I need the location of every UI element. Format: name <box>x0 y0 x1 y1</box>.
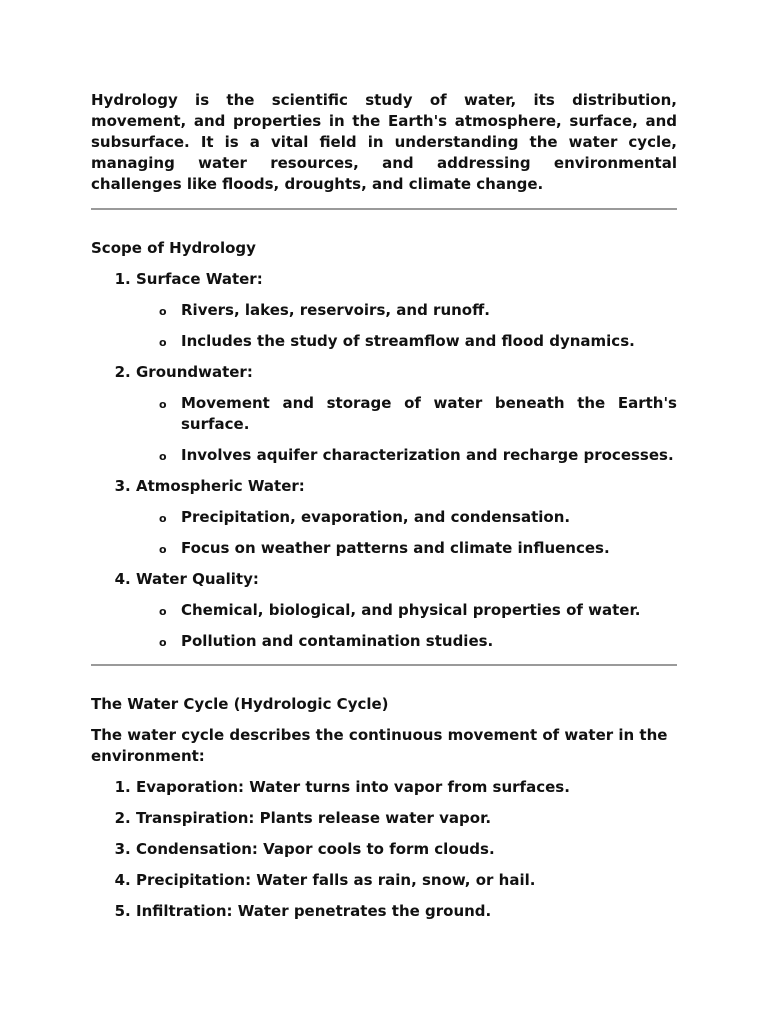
list-number <box>91 476 136 497</box>
scope-heading: Scope of Hydrology <box>91 239 256 257</box>
list-item <box>91 393 677 435</box>
scope-item-label: Water Quality: <box>136 570 259 588</box>
list-item <box>91 600 677 621</box>
list-item <box>91 808 677 829</box>
bullet-icon <box>91 538 181 559</box>
scope-item-label: Atmospheric Water: <box>136 477 305 495</box>
list-number <box>91 569 136 590</box>
scope-item-groundwater <box>91 362 677 466</box>
list-number-text: 3. <box>114 840 131 858</box>
list-item <box>91 839 677 860</box>
list-item-text: Rivers, lakes, reservoirs, and runoff. <box>181 301 490 319</box>
scope-item-surface-water <box>91 269 677 352</box>
scope-item-label: Surface Water: <box>136 270 263 288</box>
list-item-text: Precipitation, evaporation, and condensation. <box>181 508 571 526</box>
list-item-text: Includes the study of streamflow and flood dynamics. <box>181 332 635 350</box>
bullet-icon <box>91 331 181 352</box>
scope-item-water-quality <box>91 569 677 652</box>
bullet-glyph: o <box>159 336 167 349</box>
bullet-icon <box>91 445 181 466</box>
list-item <box>91 300 677 321</box>
list-number-text: 3. <box>114 477 131 495</box>
sub-list <box>91 507 677 559</box>
list-number <box>91 870 136 891</box>
bullet-glyph: o <box>159 305 167 318</box>
list-number <box>91 808 136 829</box>
bullet-icon <box>91 631 181 652</box>
list-item-text: Evaporation: Water turns into vapor from surfaces. <box>136 778 570 796</box>
bullet-glyph: o <box>159 636 167 649</box>
list-item <box>91 901 677 922</box>
sub-list <box>91 300 677 352</box>
list-number-text: 5. <box>114 902 131 920</box>
list-number <box>91 901 136 922</box>
list-number-text: 4. <box>114 570 131 588</box>
list-number <box>91 777 136 798</box>
water-cycle-heading: The Water Cycle (Hydrologic Cycle) <box>91 695 389 713</box>
list-number <box>91 269 136 290</box>
scope-item-atmospheric-water <box>91 476 677 559</box>
water-cycle-description: The water cycle describes the continuous movement of water in the environment: <box>91 726 668 765</box>
list-item-text: Infiltration: Water penetrates the ground. <box>136 902 492 920</box>
scope-list <box>91 269 677 652</box>
list-number-text: 4. <box>114 871 131 889</box>
bullet-glyph: o <box>159 543 167 556</box>
bullet-icon <box>91 507 181 528</box>
bullet-icon <box>91 300 181 321</box>
water-cycle-steps <box>91 777 677 922</box>
scope-item-label: Groundwater: <box>136 363 253 381</box>
list-item-text: Transpiration: Plants release water vapor. <box>136 809 492 827</box>
intro-paragraph: Hydrology is the scientific study of water, its distribution, movement, and properties in the Earth's atmosphere, surface, and subsurface. It is a vital field in understanding the water cycle, managing water resources, and addressing environmental challenges like floods, droughts, and climate change. <box>91 91 677 193</box>
list-item <box>91 331 677 352</box>
list-item-text: Involves aquifer characterization and recharge processes. <box>181 446 674 464</box>
list-item <box>91 777 677 798</box>
list-number <box>91 839 136 860</box>
bullet-icon <box>91 600 181 621</box>
document-page <box>91 90 677 922</box>
sub-list <box>91 393 677 466</box>
bullet-glyph: o <box>159 398 167 411</box>
list-item-text: Precipitation: Water falls as rain, snow, or hail. <box>136 871 536 889</box>
list-item-text: Focus on weather patterns and climate influences. <box>181 539 610 557</box>
list-number <box>91 362 136 383</box>
section-divider <box>91 208 677 210</box>
bullet-icon <box>91 393 181 435</box>
list-number-text: 1. <box>114 270 131 288</box>
list-item <box>91 631 677 652</box>
list-item <box>91 507 677 528</box>
list-item <box>91 538 677 559</box>
list-number-text: 2. <box>114 809 131 827</box>
list-item-text: Condensation: Vapor cools to form clouds. <box>136 840 495 858</box>
bullet-glyph: o <box>159 605 167 618</box>
bullet-glyph: o <box>159 450 167 463</box>
bullet-glyph: o <box>159 512 167 525</box>
list-number-text: 2. <box>114 363 131 381</box>
list-item-text: Chemical, biological, and physical properties of water. <box>181 601 641 619</box>
list-item <box>91 445 677 466</box>
sub-list <box>91 600 677 652</box>
list-number-text: 1. <box>114 778 131 796</box>
section-divider <box>91 664 677 666</box>
list-item <box>91 870 677 891</box>
list-item-text: Movement and storage of water beneath the Earth's surface. <box>181 394 677 433</box>
list-item-text: Pollution and contamination studies. <box>181 632 494 650</box>
